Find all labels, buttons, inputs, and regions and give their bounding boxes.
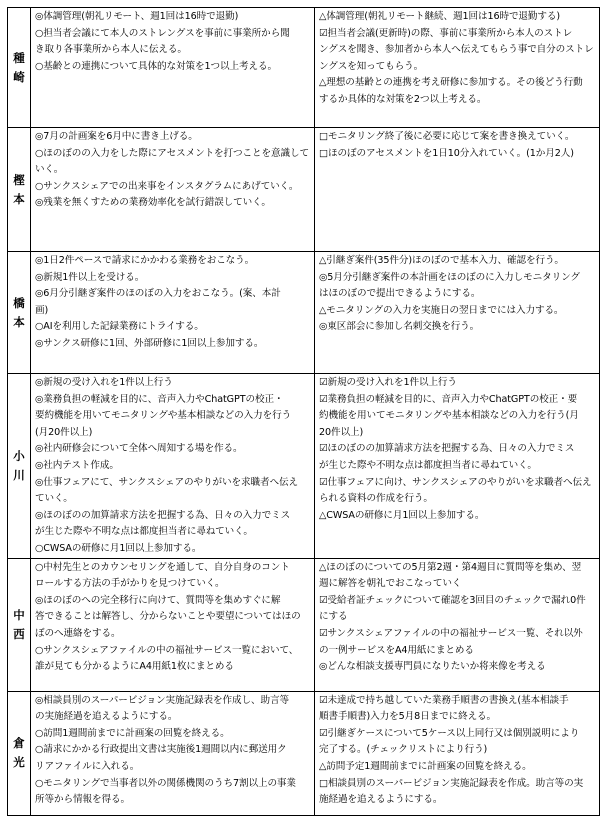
goal-line: き取り各事業所から本人に伝える。: [35, 44, 187, 56]
goal-cell: [31, 691, 315, 815]
result-line: △訪問予定1週間前までに計画案の回覧を終える。: [319, 760, 532, 772]
staff-name-cell: [8, 128, 31, 252]
result-line: ☑引継ぎケースについて5ケース以上同行又は個別説明により: [319, 727, 580, 739]
staff-name-cell: [8, 8, 31, 128]
result-line: △体調管理(朝礼リモート継続、週1回は16時で退勤する): [319, 11, 561, 22]
result-line: △CWSAの研修に月1回以上参加する。: [319, 509, 485, 521]
goal-cell: [31, 8, 315, 128]
result-line: △理想の基齢との連携を考え研修に参加する。その後どう行動: [319, 77, 583, 89]
goal-line: ◎体調管理(朝礼リモート、週1回は16時で退勤): [35, 11, 239, 22]
result-line: ☑新規の受け入れを1件以上行う: [319, 377, 457, 388]
result-line: 施経過を追えるようにする。: [319, 794, 443, 806]
goal-line: ○サンクスシェアファイルの中の福祉サービス一覧において、: [35, 644, 299, 656]
result-line: ☑ほのぼのの加算請求方法を把握する為、日々の入力でミス: [319, 443, 575, 455]
staff-name-cell: [8, 558, 31, 691]
staff-name-cell: [8, 374, 31, 559]
result-line: 順書手順書)入力を5月8日までに終える。: [319, 711, 497, 723]
result-cell: [315, 128, 600, 252]
goal-line: の実施経過を追えるようにする。: [35, 711, 178, 723]
goal-line: 要約機能を用いてモニタリングや基本相談などの入力を行う: [35, 410, 292, 422]
result-line: △モニタリングの入力を実施日の翌日までには入力する。: [319, 304, 564, 316]
goal-line: ○基齢との連携について具体的な対策を1つ以上考える。: [35, 60, 277, 72]
goal-line: ○訪問1週間前までに計画案の回覧を終える。: [35, 727, 230, 739]
result-line: ☑未達成で持ち越していた業務手順書の書換え(基本相談手: [319, 694, 569, 706]
staff-row: [8, 128, 600, 252]
goal-line: 答できることは解答し、分からないことや要望についてはほの: [35, 611, 301, 623]
result-cell: [315, 374, 600, 559]
goal-line: ◎サンクス研修に1回、外部研修に1回以上参加する。: [35, 337, 264, 349]
staff-name-cell: [8, 252, 31, 374]
result-line: ングスを知ってもらう。: [319, 60, 424, 72]
result-line: □モニタリング終了後に必要に応じて案を書き換えていく。: [319, 131, 575, 142]
result-cell: [315, 252, 600, 374]
result-line: □相談員別のスーパービジョン実施記録表を作成。助言等の実: [319, 777, 584, 789]
goal-cell: [31, 252, 315, 374]
goal-line: ○中村先生とのカウンセリングを通して、自分自身のコント: [35, 561, 290, 573]
staff-name: 小 川: [13, 448, 25, 482]
goal-line: ◎新規の受け入れを1件以上行う: [35, 377, 173, 388]
goal-cell: [31, 374, 315, 559]
result-line: ングスを聞き、参加者から本人へ伝えてもらう事で自分のストレ: [319, 44, 594, 56]
goal-line: リアファイルに入れる。: [35, 760, 140, 772]
result-line: ☑サンクスシェアファイルの中の福祉サービス一覧、それ以外: [319, 627, 583, 639]
goal-line: ○CWSAの研修に月1回以上参加する。: [35, 542, 202, 554]
result-line: ☑担当者会議(更新時)の際、事前に事業所から本人のストレ: [319, 27, 573, 39]
result-line: られる資料の作成を行う。: [319, 493, 433, 505]
goal-line: ◎社内テスト作成。: [35, 459, 119, 471]
goal-line: ○ほのぼのの入力をした際にアセスメントを打つことを意識して: [35, 147, 309, 159]
goal-cell: [31, 558, 315, 691]
goal-line: 所等から情報を得る。: [35, 794, 130, 806]
goal-line: ロールする方法の手がかりを見つけていく。: [35, 578, 225, 590]
staff-row: [8, 8, 600, 128]
goals-table: [7, 7, 600, 816]
result-line: はほのぼので提出できるようにする。: [319, 288, 481, 300]
result-line: ◎5月分引継ぎ案件の本計画をほのぼのに入力しモニタリング: [319, 271, 580, 283]
result-line: □ほのぼのアセスメントを1日10分入れていく。(1か月2人): [319, 147, 574, 159]
goal-line: ○担当者会議にて本人のストレングスを事前に事業所から聞: [35, 27, 290, 39]
goal-line: ◎新規1件以上を受ける。: [35, 271, 145, 283]
goal-line: ◎相談員別のスーパービジョン実施記録表を作成し、助言等: [35, 694, 289, 706]
result-cell: [315, 558, 600, 691]
result-line: ◎どんな相談支援専門員になりたいか将来像を考える: [319, 661, 546, 673]
result-line: にする: [319, 611, 348, 623]
result-line: ☑仕事フェアに向け、サンクスシェアのやりがいを求職者へ伝え: [319, 476, 592, 488]
staff-row: [8, 252, 600, 374]
result-line: ◎東区部会に参加し名刺交換を行う。: [319, 321, 480, 333]
goal-line: ◎7月の計画案を6月中に書き上げる。: [35, 131, 198, 142]
staff-name: 種 崎: [13, 50, 25, 84]
goal-line: ○モニタリングで当事者以外の関係機関のうち7割以上の事業: [35, 777, 296, 789]
goal-line: ぼのへ連絡をする。: [35, 627, 121, 639]
result-line: 週に解答を朝礼でおこなっていく: [319, 578, 462, 590]
staff-row: [8, 558, 600, 691]
result-line: の一例サービスをA4用紙にまとめる: [319, 644, 474, 656]
goal-cell: [31, 128, 315, 252]
goal-line: 画): [35, 304, 49, 316]
result-cell: [315, 8, 600, 128]
result-line: △引継ぎ案件(35件分)ほのぼので基本入力、確認を行う。: [319, 255, 564, 266]
staff-name: 橋 本: [13, 295, 25, 329]
goal-line: が生じた際や不明な点は都度担当者に尋ねていく。: [35, 526, 253, 538]
goal-line: ◎ほのぼのへの完全移行に向けて、質問等を集めすぐに解: [35, 594, 281, 606]
result-cell: [315, 691, 600, 815]
goals-table-body: [8, 8, 600, 816]
staff-name-cell: [8, 691, 31, 815]
goal-line: いく。: [35, 164, 64, 176]
result-line: 完了する。(チェックリストにより行う): [319, 744, 488, 756]
staff-name: 倉 光: [13, 736, 25, 770]
staff-name: 中 西: [13, 607, 25, 641]
staff-row: [8, 691, 600, 815]
goal-line: ◎社内研修会について全体へ周知する場を作る。: [35, 443, 243, 455]
goal-line: ◎業務負担の軽減を目的に、音声入力やChatGPTの校正・: [35, 393, 284, 405]
goal-line: ◎ほのぼのの加算請求方法を把握する為、日々の入力でミス: [35, 509, 291, 521]
goal-line: ◎残業を無くすための業務効率化を試行錯誤していく。: [35, 197, 271, 209]
result-line: するか具体的な対策を2つ以上考える。: [319, 93, 487, 105]
result-line: ☑受給者証チェックについて確認を3回目のチェックで漏れ0件: [319, 594, 586, 606]
result-line: 20件以上): [319, 426, 364, 438]
goal-line: ○請求にかかる行政提出文書は実施後1週間以内に郵送用ク: [35, 744, 287, 756]
result-line: △ほのぼのについての5月第2週・第4週目に質問等を集め、翌: [319, 561, 582, 573]
staff-name: 樫 本: [13, 172, 25, 206]
staff-row: [8, 374, 600, 559]
result-line: ☑業務負担の軽減を目的に、音声入力やChatGPTの校正・要: [319, 393, 578, 405]
result-line: 約機能を用いてモニタリングや基本相談などの入力を行う(月: [319, 410, 579, 422]
goal-line: ○AIを利用した記録業務にトライする。: [35, 321, 204, 333]
goal-line: 誰が見ても分かるようにA4用紙1枚にまとめる: [35, 661, 234, 673]
goal-line: ○サンクスシェアでの出来事をインスタグラムにあげていく。: [35, 180, 299, 192]
goal-line: ◎1日2件ペースで請求にかかわる業務をおこなう。: [35, 255, 255, 266]
goal-line: ◎仕事フェアにて、サンクスシェアのやりがいを求職者へ伝え: [35, 476, 298, 488]
goal-line: ◎6月分引継ぎ案件のほのぼの入力をおこなう。(案、本計: [35, 288, 281, 300]
result-line: が生じた際や不明な点は都度担当者に尋ねていく。: [319, 459, 537, 471]
goal-line: ていく。: [35, 493, 73, 505]
goal-line: (月20件以上): [35, 426, 93, 438]
